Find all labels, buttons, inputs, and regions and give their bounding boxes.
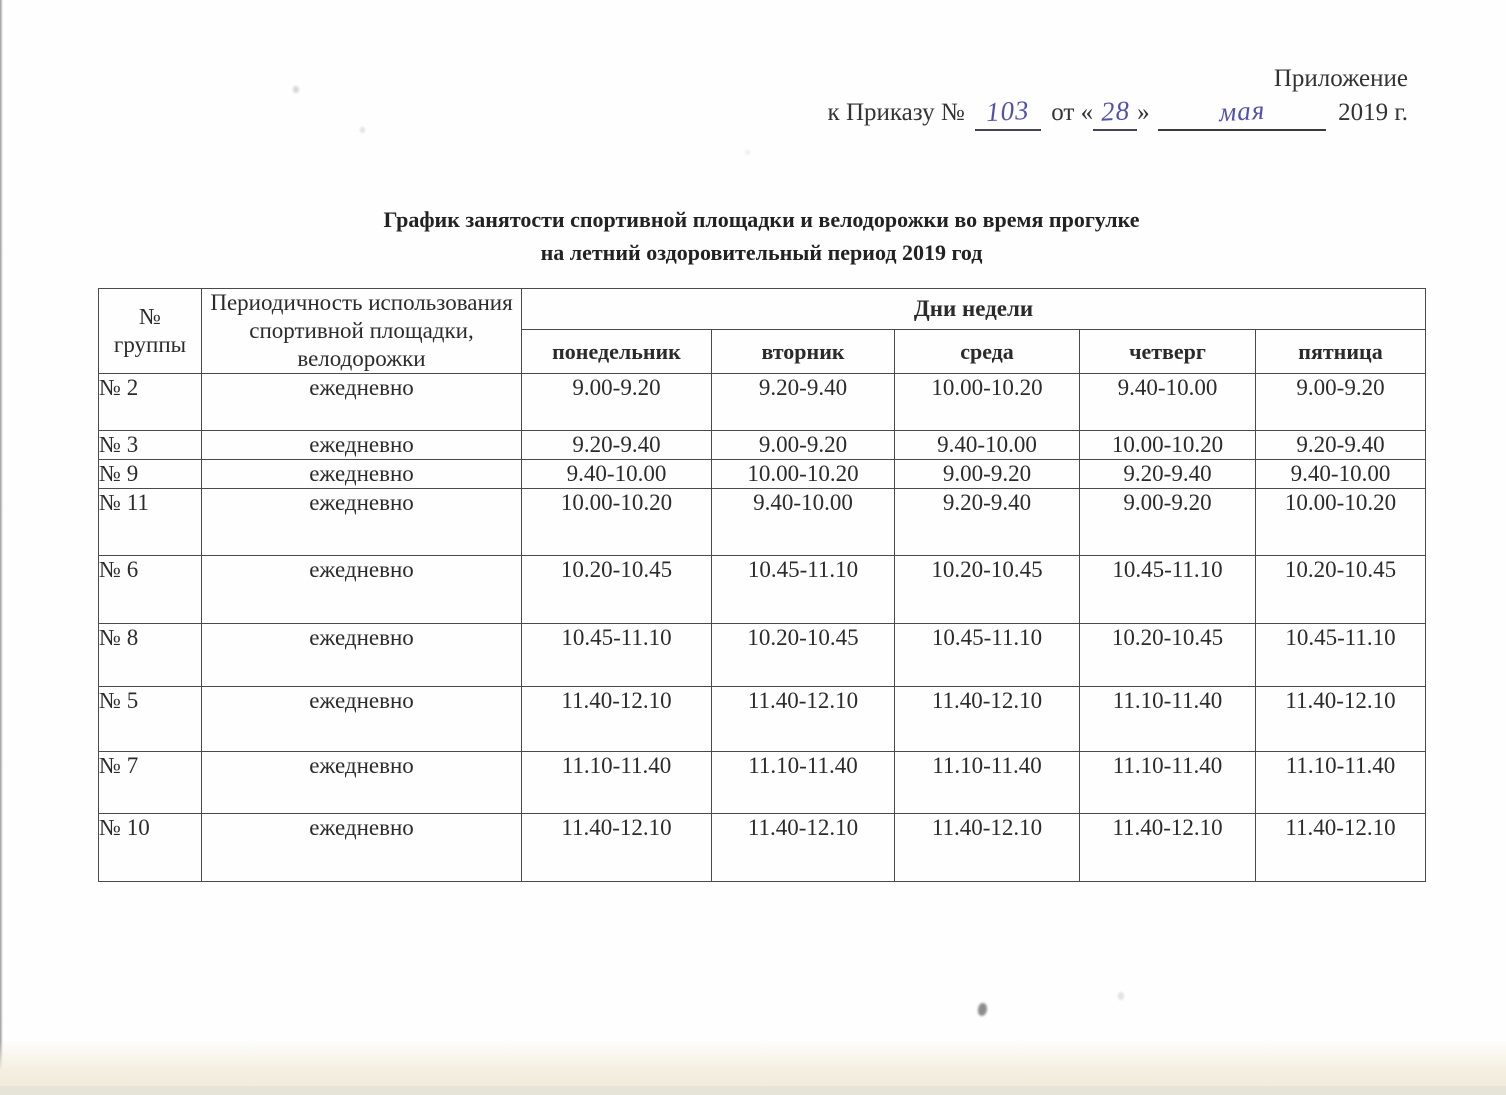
time-slot-cell: 9.40-10.00 xyxy=(1256,460,1426,489)
time-slot-cell: 11.40-12.10 xyxy=(712,687,895,752)
periodicity-cell: ежедневно xyxy=(202,687,522,752)
scan-bottom-edge xyxy=(0,1086,1506,1095)
time-slot-cell: 11.40-12.10 xyxy=(522,687,712,752)
table-row xyxy=(99,556,1426,624)
schedule-table xyxy=(98,288,1426,882)
header-day-monday: понедельник xyxy=(522,330,712,374)
time-slot-cell: 10.20-10.45 xyxy=(712,624,895,687)
order-month-blank xyxy=(1158,95,1326,131)
time-slot-cell: 10.20-10.45 xyxy=(522,556,712,624)
time-slot-cell: 10.45-11.10 xyxy=(712,556,895,624)
group-number-cell: № 11 xyxy=(99,489,202,556)
group-number-cell: № 3 xyxy=(99,431,202,460)
time-slot-cell: 10.20-10.45 xyxy=(1256,556,1426,624)
time-slot-cell: 10.00-10.20 xyxy=(712,460,895,489)
table-row xyxy=(99,687,1426,752)
time-slot-cell: 10.00-10.20 xyxy=(522,489,712,556)
header-day-wednesday: среда xyxy=(895,330,1080,374)
scan-smudge xyxy=(360,127,365,133)
scan-smudge xyxy=(977,1002,989,1017)
time-slot-cell: 9.00-9.20 xyxy=(895,460,1080,489)
group-number-cell: № 6 xyxy=(99,556,202,624)
time-slot-cell: 9.00-9.20 xyxy=(1256,374,1426,431)
time-slot-cell: 9.00-9.20 xyxy=(522,374,712,431)
table-row xyxy=(99,489,1426,556)
group-number-cell: № 7 xyxy=(99,752,202,814)
header-days-of-week: Дни недели xyxy=(522,289,1426,330)
periodicity-cell: ежедневно xyxy=(202,374,522,431)
time-slot-cell: 11.40-12.10 xyxy=(895,814,1080,882)
handwritten-month: мая xyxy=(1217,94,1266,128)
time-slot-cell: 11.10-11.40 xyxy=(1080,752,1256,814)
table-row xyxy=(99,431,1426,460)
scan-left-edge-shadow xyxy=(0,0,3,1095)
time-slot-cell: 11.40-12.10 xyxy=(1256,814,1426,882)
group-number-cell: № 10 xyxy=(99,814,202,882)
appendix-label: Приложение xyxy=(1273,65,1408,92)
handwritten-order-number: 103 xyxy=(985,94,1031,128)
time-slot-cell: 11.40-12.10 xyxy=(895,687,1080,752)
table-row xyxy=(99,374,1426,431)
time-slot-cell: 11.10-11.40 xyxy=(1080,687,1256,752)
time-slot-cell: 10.45-11.10 xyxy=(895,624,1080,687)
header-day-tuesday: вторник xyxy=(712,330,895,374)
table-row xyxy=(99,624,1426,687)
time-slot-cell: 11.40-12.10 xyxy=(712,814,895,882)
time-slot-cell: 9.20-9.40 xyxy=(1080,460,1256,489)
periodicity-cell: ежедневно xyxy=(202,624,522,687)
order-reference-line xyxy=(828,95,1408,131)
scan-smudge xyxy=(293,86,299,93)
group-number-cell: № 5 xyxy=(99,687,202,752)
time-slot-cell: 9.20-9.40 xyxy=(712,374,895,431)
periodicity-cell: ежедневно xyxy=(202,489,522,556)
time-slot-cell: 9.40-10.00 xyxy=(712,489,895,556)
schedule-table-body xyxy=(99,374,1426,882)
periodicity-cell: ежедневно xyxy=(202,460,522,489)
time-slot-cell: 10.00-10.20 xyxy=(895,374,1080,431)
time-slot-cell: 9.20-9.40 xyxy=(895,489,1080,556)
document-title xyxy=(98,203,1425,269)
time-slot-cell: 11.10-11.40 xyxy=(712,752,895,814)
time-slot-cell: 10.45-11.10 xyxy=(1080,556,1256,624)
periodicity-cell: ежедневно xyxy=(202,752,522,814)
periodicity-cell: ежедневно xyxy=(202,814,522,882)
time-slot-cell: 10.45-11.10 xyxy=(522,624,712,687)
time-slot-cell: 10.00-10.20 xyxy=(1080,431,1256,460)
group-number-cell: № 9 xyxy=(99,460,202,489)
order-ot-label: от xyxy=(1051,99,1075,126)
table-row xyxy=(99,814,1426,882)
time-slot-cell: 11.40-12.10 xyxy=(1256,687,1426,752)
title-line-1: График занятости спортивной площадки и велодорожки во время прогулке xyxy=(383,207,1140,232)
table-row xyxy=(99,460,1426,489)
time-slot-cell: 10.00-10.20 xyxy=(1256,489,1426,556)
time-slot-cell: 10.20-10.45 xyxy=(1080,624,1256,687)
time-slot-cell: 9.40-10.00 xyxy=(895,431,1080,460)
time-slot-cell: 10.45-11.10 xyxy=(1256,624,1426,687)
header-group-number: № группы xyxy=(99,289,202,374)
scan-smudge xyxy=(1118,992,1124,1000)
title-line-2: на летний оздоровительный период 2019 год xyxy=(540,240,983,265)
schedule-table-container xyxy=(98,288,1426,882)
scan-smudge xyxy=(745,150,750,155)
time-slot-cell: 9.20-9.40 xyxy=(522,431,712,460)
time-slot-cell: 9.20-9.40 xyxy=(1256,431,1426,460)
time-slot-cell: 9.40-10.00 xyxy=(522,460,712,489)
appendix-header xyxy=(828,62,1408,131)
time-slot-cell: 9.00-9.20 xyxy=(1080,489,1256,556)
periodicity-cell: ежедневно xyxy=(202,431,522,460)
time-slot-cell: 11.10-11.40 xyxy=(522,752,712,814)
time-slot-cell: 9.00-9.20 xyxy=(712,431,895,460)
header-day-thursday: четверг xyxy=(1080,330,1256,374)
time-slot-cell: 11.40-12.10 xyxy=(1080,814,1256,882)
header-periodicity: Периодичность использования спортивной площадки, велодорожки xyxy=(202,289,522,374)
header-day-friday: пятница xyxy=(1256,330,1426,374)
quote-close: » xyxy=(1137,99,1150,126)
table-row xyxy=(99,752,1426,814)
time-slot-cell: 11.10-11.40 xyxy=(1256,752,1426,814)
time-slot-cell: 11.40-12.10 xyxy=(522,814,712,882)
handwritten-day: 28 xyxy=(1099,95,1131,127)
quote-open: « xyxy=(1080,99,1094,126)
periodicity-cell: ежедневно xyxy=(202,556,522,624)
time-slot-cell: 9.40-10.00 xyxy=(1080,374,1256,431)
order-day-blank xyxy=(1093,95,1137,131)
order-number-blank xyxy=(975,95,1041,131)
group-number-cell: № 2 xyxy=(99,374,202,431)
time-slot-cell: 11.10-11.40 xyxy=(895,752,1080,814)
order-year: 2019 г. xyxy=(1338,99,1408,126)
group-number-cell: № 8 xyxy=(99,624,202,687)
order-prefix: к Приказу № xyxy=(827,99,965,126)
time-slot-cell: 10.20-10.45 xyxy=(895,556,1080,624)
